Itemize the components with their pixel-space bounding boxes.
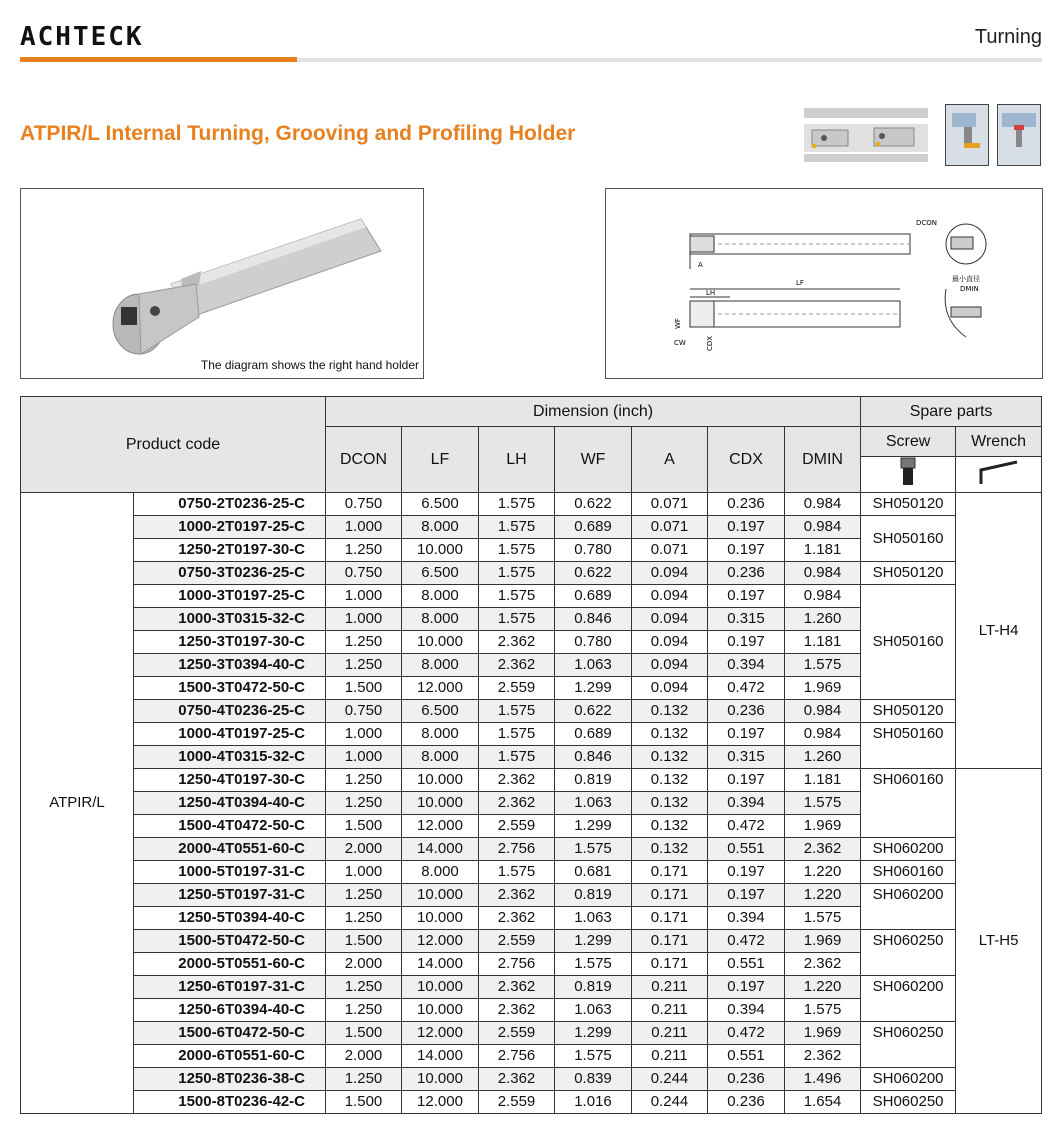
lh-cell: 2.362 [479,884,555,907]
product-code-cell: 2000-4T0551-60-C [134,838,326,861]
a-cell: 0.094 [632,654,708,677]
dmin-cell: 0.984 [785,562,861,585]
lh-cell: 2.559 [479,930,555,953]
cdx-cell: 0.394 [708,654,785,677]
screw-cell: SH050160 [861,723,956,769]
dcon-cell: 1.250 [326,769,402,792]
cdx-cell: 0.197 [708,631,785,654]
a-cell: 0.132 [632,746,708,769]
cdx-cell: 0.236 [708,700,785,723]
lf-cell: 8.000 [402,585,479,608]
dmin-cell: 2.362 [785,838,861,861]
header-accent-rule [20,57,297,62]
a-cell: 0.132 [632,700,708,723]
product-code-cell: 1000-3T0197-25-C [134,585,326,608]
a-cell: 0.211 [632,999,708,1022]
lf-cell: 10.000 [402,539,479,562]
a-cell: 0.132 [632,769,708,792]
lh-cell: 1.575 [479,608,555,631]
dcon-cell: 1.000 [326,585,402,608]
dcon-cell: 1.250 [326,539,402,562]
a-cell: 0.094 [632,585,708,608]
dmin-cell: 1.496 [785,1068,861,1091]
operation-icon-grooving [997,104,1041,166]
screw-cell: SH060200 [861,976,956,1022]
screw-cell: SH060160 [861,769,956,838]
dcon-cell: 1.250 [326,976,402,999]
cdx-cell: 0.551 [708,953,785,976]
col-dcon: DCON [326,427,402,493]
lh-cell: 1.575 [479,585,555,608]
label-dcon: DCON [916,219,938,227]
cdx-cell: 0.236 [708,1091,785,1114]
dmin-cell: 1.575 [785,654,861,677]
dmin-cell: 1.969 [785,930,861,953]
wf-cell: 1.575 [555,1045,632,1068]
cdx-cell: 0.197 [708,769,785,792]
dmin-cell: 1.575 [785,792,861,815]
dcon-cell: 1.500 [326,930,402,953]
col-dmin: DMIN [785,427,861,493]
cdx-cell: 0.197 [708,585,785,608]
dcon-cell: 2.000 [326,1045,402,1068]
label-cw: CW [674,339,686,347]
lf-cell: 8.000 [402,861,479,884]
hex-key-icon [977,458,1021,486]
a-cell: 0.211 [632,1045,708,1068]
lf-cell: 14.000 [402,1045,479,1068]
product-code-cell: 1500-3T0472-50-C [134,677,326,700]
a-cell: 0.211 [632,1022,708,1045]
product-code-cell: 1500-5T0472-50-C [134,930,326,953]
table-row [21,585,1042,608]
cdx-cell: 0.551 [708,1045,785,1068]
col-a: A [632,427,708,493]
lf-cell: 10.000 [402,1068,479,1091]
table-row [21,1022,1042,1045]
wf-cell: 0.622 [555,700,632,723]
lh-cell: 2.559 [479,1022,555,1045]
dcon-cell: 2.000 [326,953,402,976]
page-title: ATPIR/L Internal Turning, Grooving and Profiling Holder [20,122,576,145]
dcon-cell: 2.000 [326,838,402,861]
operation-icon-boring [945,104,989,166]
wrench-cell: LT-H5 [956,769,1042,1114]
wf-cell: 1.299 [555,930,632,953]
lh-cell: 1.575 [479,861,555,884]
cdx-cell: 0.236 [708,493,785,516]
dmin-cell: 0.984 [785,723,861,746]
dmin-cell: 1.969 [785,1022,861,1045]
dcon-cell: 1.000 [326,861,402,884]
table-row [21,723,1042,746]
product-code-cell: 0750-4T0236-25-C [134,700,326,723]
table-row [21,976,1042,999]
product-code-cell: 1250-6T0197-31-C [134,976,326,999]
dcon-cell: 0.750 [326,493,402,516]
wf-cell: 0.622 [555,562,632,585]
screw-cell: SH050160 [861,585,956,700]
screw-icon-cell [861,457,956,493]
col-screw: Screw [861,427,956,457]
cdx-cell: 0.472 [708,677,785,700]
a-cell: 0.094 [632,631,708,654]
lf-cell: 10.000 [402,976,479,999]
insert-thumbnail-image [798,104,934,188]
dcon-cell: 1.000 [326,516,402,539]
dcon-cell: 1.250 [326,1068,402,1091]
product-code-cell: 1250-8T0236-38-C [134,1068,326,1091]
dcon-cell: 1.000 [326,608,402,631]
a-cell: 0.171 [632,930,708,953]
a-cell: 0.132 [632,723,708,746]
product-code-cell: 2000-5T0551-60-C [134,953,326,976]
wf-cell: 0.689 [555,585,632,608]
col-lh: LH [479,427,555,493]
cdx-cell: 0.551 [708,838,785,861]
label-lf: LF [796,279,804,287]
dmin-cell: 1.575 [785,999,861,1022]
lf-cell: 14.000 [402,953,479,976]
lf-cell: 10.000 [402,792,479,815]
dcon-cell: 1.250 [326,999,402,1022]
cdx-cell: 0.472 [708,815,785,838]
label-wf: WF [674,318,682,329]
dmin-cell: 0.984 [785,493,861,516]
dmin-cell: 1.575 [785,907,861,930]
lh-cell: 1.575 [479,723,555,746]
lf-cell: 8.000 [402,654,479,677]
lf-cell: 12.000 [402,677,479,700]
wf-cell: 1.063 [555,907,632,930]
a-cell: 0.171 [632,861,708,884]
family-cell: ATPIR/L [21,493,134,1114]
cdx-cell: 0.472 [708,1022,785,1045]
lf-cell: 14.000 [402,838,479,861]
wf-cell: 0.846 [555,746,632,769]
screw-cell: SH060200 [861,838,956,861]
cdx-cell: 0.394 [708,792,785,815]
wf-cell: 1.575 [555,838,632,861]
dmin-cell: 1.969 [785,815,861,838]
wf-cell: 1.299 [555,1022,632,1045]
lf-cell: 8.000 [402,608,479,631]
dmin-cell: 1.220 [785,884,861,907]
dimension-header: Dimension (inch) [326,397,861,427]
lh-cell: 1.575 [479,539,555,562]
wf-cell: 1.575 [555,953,632,976]
cdx-cell: 0.197 [708,884,785,907]
lf-cell: 10.000 [402,631,479,654]
cdx-cell: 0.197 [708,861,785,884]
dmin-cell: 2.362 [785,953,861,976]
a-cell: 0.171 [632,884,708,907]
product-code-cell: 1250-3T0197-30-C [134,631,326,654]
table-row [21,516,1042,539]
lf-cell: 6.500 [402,562,479,585]
lh-cell: 2.362 [479,1068,555,1091]
lf-cell: 12.000 [402,1022,479,1045]
lh-cell: 2.559 [479,815,555,838]
wf-cell: 0.839 [555,1068,632,1091]
dmin-cell: 1.260 [785,608,861,631]
dcon-cell: 1.250 [326,884,402,907]
product-code-cell: 1250-3T0394-40-C [134,654,326,677]
table-row [21,700,1042,723]
label-dmin-cn: 最小直径 [952,275,980,283]
a-cell: 0.211 [632,976,708,999]
cdx-cell: 0.394 [708,907,785,930]
col-wf: WF [555,427,632,493]
cdx-cell: 0.197 [708,976,785,999]
wf-cell: 1.016 [555,1091,632,1114]
col-wrench: Wrench [956,427,1042,457]
product-code-cell: 1000-2T0197-25-C [134,516,326,539]
lf-cell: 6.500 [402,700,479,723]
a-cell: 0.132 [632,792,708,815]
label-lh: LH [706,289,716,297]
wf-cell: 1.063 [555,999,632,1022]
lh-cell: 2.362 [479,769,555,792]
dmin-cell: 1.181 [785,631,861,654]
product-code-cell: 1250-2T0197-30-C [134,539,326,562]
a-cell: 0.071 [632,539,708,562]
wf-cell: 0.819 [555,884,632,907]
lh-cell: 2.756 [479,953,555,976]
screw-cell: SH050160 [861,516,956,562]
dcon-cell: 1.250 [326,631,402,654]
screw-icon [898,457,918,487]
product-code-cell: 1250-4T0197-30-C [134,769,326,792]
cdx-cell: 0.197 [708,723,785,746]
label-cdx: CDX [706,335,714,351]
dcon-cell: 1.500 [326,815,402,838]
wf-cell: 1.063 [555,654,632,677]
a-cell: 0.094 [632,608,708,631]
lh-cell: 2.362 [479,976,555,999]
wf-cell: 0.846 [555,608,632,631]
col-lf: LF [402,427,479,493]
lf-cell: 12.000 [402,815,479,838]
table-row [21,861,1042,884]
table-row [21,562,1042,585]
a-cell: 0.071 [632,516,708,539]
product-code-cell: 1250-6T0394-40-C [134,999,326,1022]
product-code-cell: 2000-6T0551-60-C [134,1045,326,1068]
spare-parts-header: Spare parts [861,397,1042,427]
dmin-cell: 2.362 [785,1045,861,1068]
lf-cell: 8.000 [402,516,479,539]
table-row [21,493,1042,516]
wrench-icon-cell [956,457,1042,493]
brand-logo: ACHTECK [20,22,144,52]
screw-cell: SH060250 [861,1022,956,1068]
a-cell: 0.132 [632,815,708,838]
product-photo [20,188,424,379]
cdx-cell: 0.394 [708,999,785,1022]
a-cell: 0.094 [632,562,708,585]
cdx-cell: 0.472 [708,930,785,953]
lh-cell: 2.362 [479,792,555,815]
dcon-cell: 1.500 [326,1022,402,1045]
specification-table [20,396,1042,1114]
table-row [21,838,1042,861]
wf-cell: 0.819 [555,769,632,792]
dmin-cell: 0.984 [785,585,861,608]
wf-cell: 1.299 [555,677,632,700]
lh-cell: 1.575 [479,700,555,723]
wf-cell: 1.063 [555,792,632,815]
lf-cell: 8.000 [402,746,479,769]
lf-cell: 6.500 [402,493,479,516]
wf-cell: 0.819 [555,976,632,999]
dcon-cell: 1.500 [326,677,402,700]
dcon-cell: 1.500 [326,1091,402,1114]
a-cell: 0.171 [632,953,708,976]
product-code-cell: 1500-6T0472-50-C [134,1022,326,1045]
a-cell: 0.094 [632,677,708,700]
cdx-cell: 0.315 [708,608,785,631]
product-code-cell: 0750-2T0236-25-C [134,493,326,516]
label-dmin: DMIN [960,285,979,293]
dcon-cell: 1.000 [326,723,402,746]
lf-cell: 12.000 [402,930,479,953]
a-cell: 0.071 [632,493,708,516]
lf-cell: 10.000 [402,769,479,792]
lf-cell: 10.000 [402,884,479,907]
dmin-cell: 1.654 [785,1091,861,1114]
wf-cell: 0.689 [555,723,632,746]
cdx-cell: 0.197 [708,516,785,539]
table-row [21,1068,1042,1091]
lh-cell: 2.559 [479,1091,555,1114]
section-label: Turning [974,26,1042,48]
screw-cell: SH060250 [861,1091,956,1114]
lh-cell: 1.575 [479,493,555,516]
dmin-cell: 1.969 [785,677,861,700]
label-a: A [698,261,703,269]
cdx-cell: 0.315 [708,746,785,769]
lf-cell: 10.000 [402,907,479,930]
dmin-cell: 1.220 [785,861,861,884]
wf-cell: 1.299 [555,815,632,838]
wf-cell: 0.689 [555,516,632,539]
table-row [21,1091,1042,1114]
lh-cell: 2.362 [479,907,555,930]
product-code-cell: 1500-4T0472-50-C [134,815,326,838]
wrench-cell: LT-H4 [956,493,1042,769]
screw-cell: SH060160 [861,861,956,884]
screw-cell: SH050120 [861,700,956,723]
table-row [21,930,1042,953]
dmin-cell: 1.220 [785,976,861,999]
col-cdx: CDX [708,427,785,493]
dmin-cell: 0.984 [785,700,861,723]
screw-cell: SH050120 [861,493,956,516]
dimension-drawing [605,188,1043,379]
product-code-header: Product code [21,397,326,493]
wf-cell: 0.780 [555,631,632,654]
screw-cell: SH050120 [861,562,956,585]
product-code-cell: 1250-5T0197-31-C [134,884,326,907]
dcon-cell: 1.250 [326,654,402,677]
dcon-cell: 0.750 [326,562,402,585]
lh-cell: 2.362 [479,654,555,677]
dcon-cell: 1.250 [326,907,402,930]
image-caption: The diagram shows the right hand holder [200,358,419,372]
wf-cell: 0.681 [555,861,632,884]
product-code-cell: 1000-4T0197-25-C [134,723,326,746]
product-code-cell: 1250-4T0394-40-C [134,792,326,815]
lf-cell: 10.000 [402,999,479,1022]
dmin-cell: 1.181 [785,769,861,792]
screw-cell: SH060200 [861,884,956,930]
product-code-cell: 1250-5T0394-40-C [134,907,326,930]
a-cell: 0.132 [632,838,708,861]
table-row [21,769,1042,792]
product-code-cell: 1000-4T0315-32-C [134,746,326,769]
cdx-cell: 0.197 [708,539,785,562]
lf-cell: 12.000 [402,1091,479,1114]
screw-cell: SH060250 [861,930,956,976]
a-cell: 0.244 [632,1091,708,1114]
lh-cell: 1.575 [479,746,555,769]
lf-cell: 8.000 [402,723,479,746]
lh-cell: 1.575 [479,562,555,585]
lh-cell: 2.559 [479,677,555,700]
wf-cell: 0.780 [555,539,632,562]
product-code-cell: 0750-3T0236-25-C [134,562,326,585]
lh-cell: 1.575 [479,516,555,539]
product-code-cell: 1000-3T0315-32-C [134,608,326,631]
dmin-cell: 0.984 [785,516,861,539]
cdx-cell: 0.236 [708,1068,785,1091]
cdx-cell: 0.236 [708,562,785,585]
dcon-cell: 1.250 [326,792,402,815]
dcon-cell: 1.000 [326,746,402,769]
product-code-cell: 1500-8T0236-42-C [134,1091,326,1114]
product-code-cell: 1000-5T0197-31-C [134,861,326,884]
lh-cell: 2.756 [479,838,555,861]
lh-cell: 2.362 [479,631,555,654]
dmin-cell: 1.181 [785,539,861,562]
lh-cell: 2.362 [479,999,555,1022]
screw-cell: SH060200 [861,1068,956,1091]
dcon-cell: 0.750 [326,700,402,723]
dmin-cell: 1.260 [785,746,861,769]
table-row [21,884,1042,907]
a-cell: 0.244 [632,1068,708,1091]
a-cell: 0.171 [632,907,708,930]
wf-cell: 0.622 [555,493,632,516]
table-body [21,493,1042,1114]
lh-cell: 2.756 [479,1045,555,1068]
